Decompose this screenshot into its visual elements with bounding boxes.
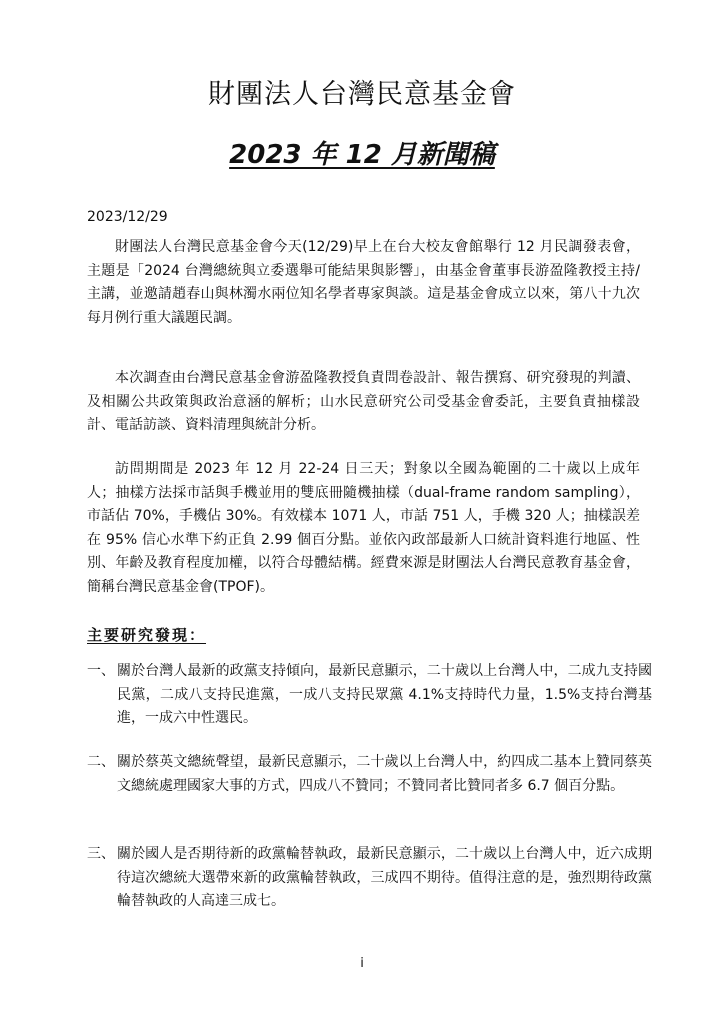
findings-heading-text: 主要研究發現： xyxy=(87,626,207,644)
finding-item xyxy=(87,660,652,731)
finding-item xyxy=(87,843,652,914)
finding-text: 關於台灣人最新的政黨支持傾向，最新民意顯示，二十歲以上台灣人中，二成九支持國民黨，二成八支持民進黨，一成八支持民眾黨 4.1%支持時代力量，1.5%支持台灣基進，一成六中性選民。 xyxy=(117,663,652,726)
release-date: 2023/12/29 xyxy=(87,209,168,225)
paragraph-methodology-team: 本次調查由台灣民意基金會游盈隆教授負責問卷設計、報告撰寫、研究發現的判讀、及相關公共政策與政治意涵的解析；山水民意研究公司受基金會委託，主要負責抽樣設計、電話訪談、資料清理與統計分析。 xyxy=(87,370,640,433)
paragraph-intro: 財團法人台灣民意基金會今天(12/29)早上在台大校友會館舉行 12 月民調發表會，主題是「2024 台灣總統與立委選舉可能結果與影響」，由基金會董事長游盈隆教授主持/主講，並邀請趙春山與林濁水兩位知名學者專家與談。這是基金會成立以來，第八十九次每月例行重大議題民調。 xyxy=(87,239,640,326)
subtitle-text: 2023 年 12 月新聞稿 xyxy=(229,140,495,170)
finding-text: 關於蔡英文總統聲望，最新民意顯示，二十歲以上台灣人中，約四成二基本上贊同蔡英文總統處理國家大事的方式，四成八不贊同；不贊同者比贊同者多 6.7 個百分點。 xyxy=(117,754,652,794)
paragraph-survey-details: 訪問期間是 2023 年 12 月 22-24 日三天；對象以全國為範圍的二十歲以上成年人；抽樣方法採市話與手機並用的雙底冊隨機抽樣（dual-frame random sampling），市話佔 70%，手機佔 30%。有效樣本 1071 人，市話 751 人，手機 320 人；抽樣誤差在 95% 信心水準下約正負 2.99 個百分點。並依內政部最新人口統計資料進行地區、性別、年齡及教育程度加權，以符合母體結構。經費來源是財團法人台灣民意教育基金會，簡稱台灣民意基金會(TPOF)。 xyxy=(87,461,640,595)
finding-number: 二、 xyxy=(87,754,115,770)
findings-heading xyxy=(87,625,206,645)
finding-item xyxy=(87,751,652,798)
document-subtitle xyxy=(0,138,724,172)
page-number: i xyxy=(360,956,364,971)
finding-number: 一、 xyxy=(87,663,115,679)
document-title: 財團法人台灣民意基金會 xyxy=(208,79,516,110)
finding-text: 關於國人是否期待新的政黨輪替執政，最新民意顯示，二十歲以上台灣人中，近六成期待這次總統大選帶來新的政黨輪替執政，三成四不期待。值得注意的是，強烈期待政黨輪替執政的人高達三成七。 xyxy=(117,846,652,909)
finding-number: 三、 xyxy=(87,846,115,862)
